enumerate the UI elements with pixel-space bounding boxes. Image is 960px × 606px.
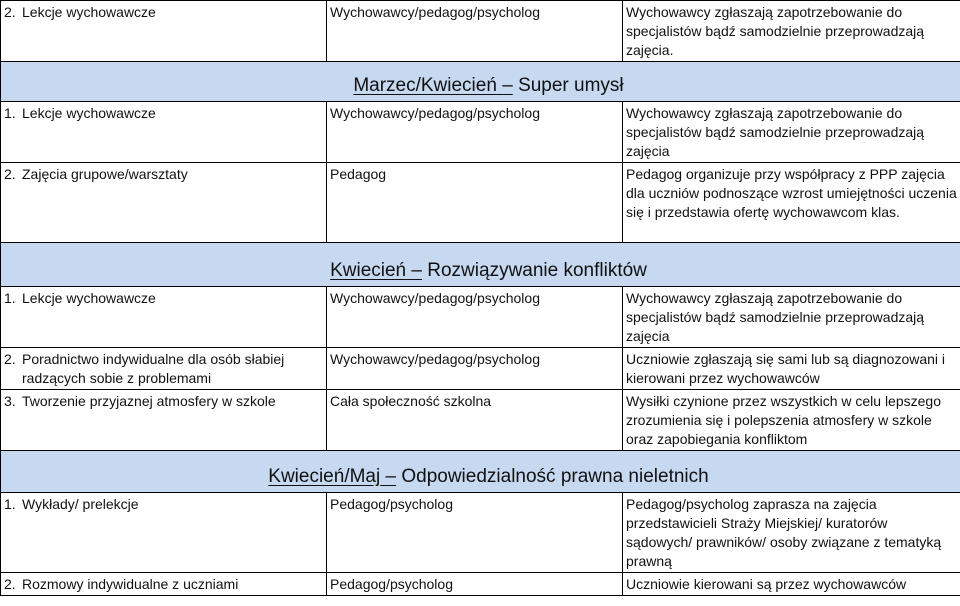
- row-number: 2.: [4, 351, 16, 367]
- section-dash: –: [502, 75, 513, 96]
- row-number: 2.: [4, 576, 16, 592]
- activity-cell: [1, 163, 327, 243]
- activity-name: Lekcje wychowawcze: [22, 4, 156, 20]
- table-row: [1, 287, 960, 348]
- activity-name: Rozmowy indywidualne z uczniami: [22, 576, 239, 592]
- activity-name: Lekcje wychowawcze: [22, 290, 156, 306]
- responsible-cell: Pedagog/psycholog: [327, 573, 623, 596]
- responsible-cell: Pedagog/psycholog: [327, 493, 623, 573]
- responsible-cell: Cała społeczność szkolna: [327, 390, 623, 451]
- activity-name: Zajęcia grupowe/warsztaty: [22, 166, 188, 182]
- row-number: 1.: [4, 105, 16, 121]
- section-month: Kwiecień: [330, 260, 407, 281]
- description-cell: Uczniowie zgłaszają się sami lub są diagnozowani i kierowani przez wychowawców: [623, 348, 960, 390]
- section-month: Marzec/Kwiecień: [353, 75, 497, 96]
- activity-name: Lekcje wychowawcze: [22, 105, 156, 121]
- description-cell: Wychowawcy zgłaszają zapotrzebowanie do specjalistów bądź samodzielnie przeprowadzają zajęcia: [623, 102, 960, 163]
- description-cell: Pedagog organizuje przy współpracy z PPP zajęcia dla uczniów podnoszące wzrost umiejętności uczenia się i przedstawia ofertę wychowawcom klas.: [623, 163, 960, 243]
- activity-cell: [1, 390, 327, 451]
- section-header: [1, 62, 960, 102]
- section-title-cell: [1, 62, 960, 102]
- row-number: 1.: [4, 290, 16, 306]
- activity-name: Poradnictwo indywidualne dla osób słabiej radzących sobie z problemami: [22, 351, 285, 386]
- activity-cell: [1, 573, 327, 596]
- table-row: [1, 348, 960, 390]
- table-row: [1, 163, 960, 243]
- responsible-cell: Wychowawcy/pedagog/psycholog: [327, 348, 623, 390]
- section-title: [268, 466, 708, 487]
- table-row: [1, 573, 960, 596]
- activity-cell: [1, 102, 327, 163]
- responsible-cell: Wychowawcy/pedagog/psycholog: [327, 102, 623, 163]
- responsible-cell: Wychowawcy/pedagog/psycholog: [327, 1, 623, 62]
- description-cell: Wysiłki czynione przez wszystkich w celu lepszego zrozumienia się i polepszenia atmosfery w szkole oraz zapobiegania konfliktom: [623, 390, 960, 451]
- activity-cell: [1, 287, 327, 348]
- section-header: [1, 243, 960, 287]
- section-dash: –: [411, 260, 422, 281]
- section-header: [1, 451, 960, 493]
- section-dash: –: [385, 466, 397, 487]
- row-number: 2.: [4, 166, 16, 182]
- section-month: Kwiecień/Maj: [268, 466, 381, 487]
- section-title: [330, 260, 647, 281]
- responsible-cell: Wychowawcy/pedagog/psycholog: [327, 287, 623, 348]
- activity-cell: [1, 493, 327, 573]
- section-title: [353, 75, 623, 96]
- table-row: [1, 390, 960, 451]
- section-title-cell: [1, 243, 960, 287]
- description-cell: Uczniowie kierowani są przez wychowawców: [623, 573, 960, 596]
- responsible-cell: Pedagog: [327, 163, 623, 243]
- section-topic: Super umysł: [518, 75, 624, 96]
- activity-cell: [1, 348, 327, 390]
- description-cell: Pedagog/psycholog zaprasza na zajęcia przedstawicieli Straży Miejskiej/ kuratorów sądowych/ prawników/ osoby związane z tematyką prawną: [623, 493, 960, 573]
- section-topic: Rozwiązywanie konfliktów: [427, 260, 647, 281]
- table-row: [1, 1, 960, 62]
- row-number: 3.: [4, 393, 16, 409]
- row-number: 1.: [4, 496, 16, 512]
- section-title-cell: [1, 451, 960, 493]
- description-cell: Wychowawcy zgłaszają zapotrzebowanie do specjalistów bądź samodzielnie przeprowadzają zajęcia.: [623, 1, 960, 62]
- activity-name: Tworzenie przyjaznej atmosfery w szkole: [22, 393, 276, 409]
- activity-cell: [1, 1, 327, 62]
- table-row: [1, 493, 960, 573]
- table-row: [1, 102, 960, 163]
- row-number: 2.: [4, 4, 16, 20]
- section-topic: Odpowiedzialność prawna nieletnich: [401, 466, 709, 487]
- activity-name: Wykłady/ prelekcje: [22, 496, 139, 512]
- description-cell: Wychowawcy zgłaszają zapotrzebowanie do specjalistów bądź samodzielnie przeprowadzają zajęcia: [623, 287, 960, 348]
